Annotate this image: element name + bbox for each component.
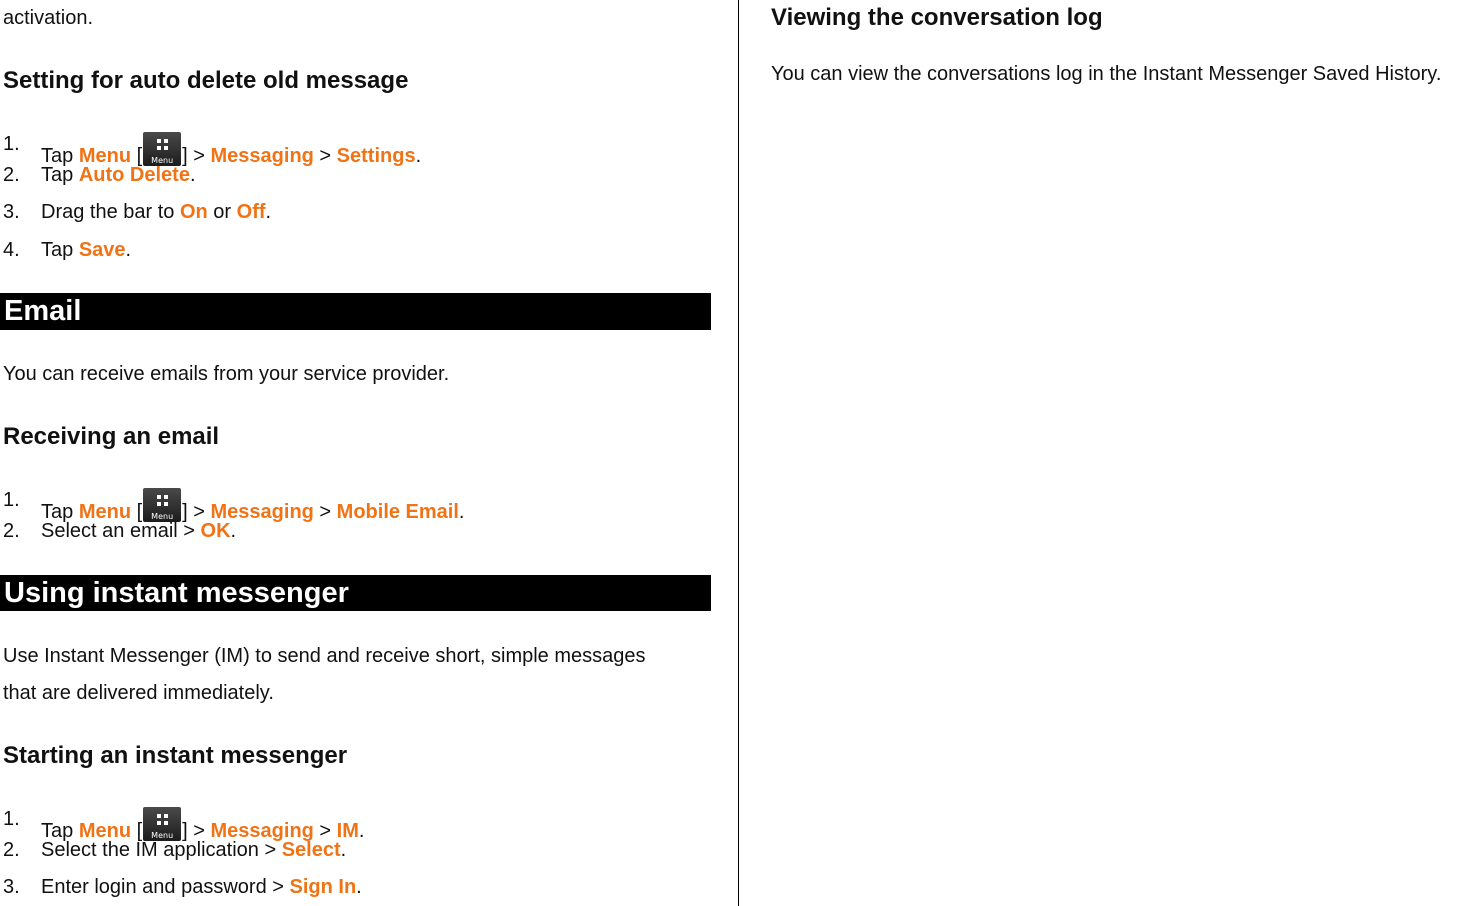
- step-text: Drag the bar to: [41, 201, 180, 223]
- step-text: >: [313, 820, 337, 842]
- list-item: [41, 838, 346, 862]
- list-item: [41, 163, 196, 187]
- list-item: [41, 200, 271, 224]
- step-text: ] >: [182, 145, 211, 167]
- keyword-messaging: Messaging: [210, 501, 314, 523]
- step-text: Tap: [41, 820, 79, 842]
- keyword-messaging: Messaging: [210, 145, 314, 167]
- step-text: Tap: [41, 239, 79, 261]
- list-item: [41, 519, 236, 543]
- grid-icon: [157, 139, 168, 150]
- step-number: 3.: [3, 876, 20, 898]
- menu-icon-label: Menu: [151, 156, 174, 165]
- step-number: 2.: [3, 164, 20, 186]
- keyword-auto-delete: Auto Delete: [78, 164, 190, 186]
- step-text: Tap: [41, 145, 79, 167]
- keyword-menu: Menu: [78, 501, 132, 523]
- step-text: [: [131, 501, 143, 523]
- keyword-im: IM: [336, 820, 359, 842]
- list-item: [41, 238, 131, 262]
- step-text: >: [313, 145, 337, 167]
- keyword-mobile-email: Mobile Email: [336, 501, 459, 523]
- keyword-menu: Menu: [78, 145, 132, 167]
- step-text: Select the IM application >: [41, 839, 282, 861]
- auto-delete-heading: Setting for auto delete old message: [3, 67, 409, 94]
- step-number: 2.: [3, 520, 20, 542]
- step-text: [: [131, 820, 143, 842]
- step-text: .: [340, 839, 347, 861]
- step-text: .: [125, 239, 132, 261]
- step-text: .: [265, 201, 272, 223]
- menu-icon: [143, 132, 181, 166]
- step-text: .: [189, 164, 196, 186]
- keyword-save: Save: [78, 239, 126, 261]
- step-number: 1.: [3, 808, 20, 830]
- keyword-sign-in: Sign In: [289, 876, 357, 898]
- step-text: Enter login and password >: [41, 876, 290, 898]
- step-text: .: [458, 501, 465, 523]
- step-text: Tap: [41, 164, 79, 186]
- section-bar-instant-messenger: Using instant messenger: [0, 575, 711, 611]
- keyword-on: On: [179, 201, 208, 223]
- step-number: 1.: [3, 489, 20, 511]
- menu-icon: [143, 807, 181, 841]
- step-text: .: [230, 520, 237, 542]
- conversation-log-text: You can view the conversations log in the Instant Messenger Saved History.: [771, 63, 1442, 85]
- menu-icon: [143, 488, 181, 522]
- step-text: ] >: [182, 501, 211, 523]
- keyword-settings: Settings: [336, 145, 416, 167]
- keyword-ok: OK: [200, 520, 231, 542]
- grid-icon: [157, 495, 168, 506]
- menu-icon-label: Menu: [151, 512, 174, 521]
- menu-icon-label: Menu: [151, 831, 174, 840]
- keyword-messaging: Messaging: [210, 820, 314, 842]
- keyword-off: Off: [236, 201, 266, 223]
- step-text: .: [358, 820, 365, 842]
- grid-icon: [157, 814, 168, 825]
- step-text: .: [356, 876, 362, 898]
- step-text: [: [131, 145, 143, 167]
- section-bar-email: Email: [0, 293, 711, 330]
- column-divider: [738, 0, 739, 906]
- starting-im-heading: Starting an instant messenger: [3, 742, 348, 769]
- receiving-email-heading: Receiving an email: [3, 423, 220, 450]
- step-number: 3.: [3, 201, 20, 223]
- conversation-log-heading: Viewing the conversation log: [771, 4, 1103, 31]
- list-item: [41, 875, 362, 899]
- step-text: or: [207, 201, 237, 223]
- keyword-select: Select: [281, 839, 341, 861]
- step-number: 2.: [3, 839, 20, 861]
- im-description-line2: that are delivered immediately.: [3, 682, 274, 704]
- step-number: 1.: [3, 133, 20, 155]
- intro-tail-text: activation.: [3, 7, 94, 29]
- email-description: You can receive emails from your service provider.: [3, 363, 450, 385]
- step-number: 4.: [3, 239, 20, 261]
- step-text: .: [415, 145, 422, 167]
- keyword-menu: Menu: [78, 820, 132, 842]
- step-text: Tap: [41, 501, 79, 523]
- im-description-line1: Use Instant Messenger (IM) to send and receive short, simple messages: [3, 645, 646, 667]
- step-text: >: [313, 501, 337, 523]
- step-text: ] >: [182, 820, 211, 842]
- step-text: Select an email >: [41, 520, 201, 542]
